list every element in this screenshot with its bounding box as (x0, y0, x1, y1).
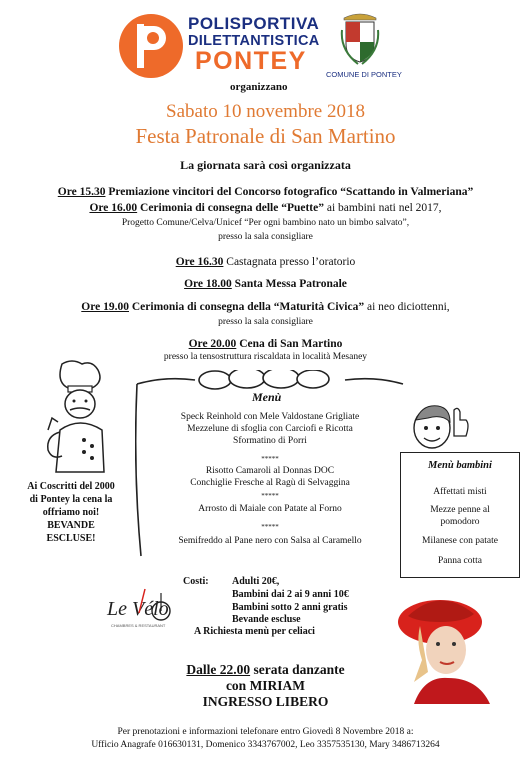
levelo-logo (105, 583, 180, 633)
club-logo-p-icon (137, 24, 167, 68)
menu-primo-2: Conchiglie Fresche al Ragù di Selvaggina (190, 478, 350, 488)
kids-menu-item: Milanese con patate (422, 536, 498, 546)
organizzano-label: organizzano (230, 81, 288, 93)
club-name-line2: DILETTANTISTICA (188, 33, 320, 49)
celiaci-note: A Richiesta menù per celiaci (194, 626, 315, 637)
dance-line2: con MIRIAM (225, 678, 306, 693)
menu-secondo: Arrosto di Maiale con Patate al Forno (198, 504, 342, 514)
kids-menu-item: Panna cotta (437, 556, 483, 566)
event-intro: La giornata sarà così organizzata (180, 158, 351, 172)
program-item-2: Ore 16.00 Cerimonia di consegna delle “Puette” ai bambini nati nel 2017, (89, 202, 442, 214)
program-item-4: Ore 18.00 Santa Messa Patronale (184, 278, 347, 290)
levelo-tagline: CHAMBRES & RESTAURANT (111, 623, 166, 628)
menu-separator: ***** (261, 455, 279, 463)
comune-crest-icon (340, 10, 380, 66)
club-name-line3: PONTEY (195, 47, 307, 75)
event-title: Festa Patronale di San Martino (135, 124, 396, 148)
cost-line: Bevande escluse (232, 614, 301, 625)
program-item-3: Ore 16.30 Castagnata presso l’oratorio (175, 256, 356, 268)
program-item-6-line2: presso la tensostruttura riscaldata in località Mesaney (163, 352, 368, 362)
menu-antipasto-3: Sformatino di Porri (233, 436, 307, 446)
program-item-6: Ore 20.00 Cena di San Martino (188, 338, 343, 350)
dance-line3: INGRESSO LIBERO (202, 694, 329, 709)
menu-separator: ***** (261, 523, 279, 531)
menu-primo-1: Risotto Camaroli al Donnas DOC (205, 466, 335, 476)
kids-menu-item: Affettati misti (433, 487, 487, 497)
cost-line: Bambini dai 2 ai 9 anni 10€ (232, 589, 349, 600)
event-date: Sabato 10 novembre 2018 (166, 101, 365, 122)
cost-line: Adulti 20€, (232, 576, 280, 587)
club-name-line1: POLISPORTIVA (188, 14, 320, 33)
program-item-5: Ore 19.00 Cerimonia di consegna della “Maturità Civica” ai neo diciottenni, (81, 301, 450, 313)
menu-antipasto-1: Speck Reinhold con Mele Valdostane Grigliate (180, 412, 360, 422)
kids-menu-title: Menù bambini (428, 460, 492, 471)
program-item-1: Ore 15.30 Premiazione vincitori del Concorso fotografico “Scattando in Valmeriana” (57, 186, 474, 198)
menu-title: Menù (252, 390, 282, 404)
kids-menu-item: Mezze penne al (430, 505, 490, 515)
footer-contacts: Ufficio Anagrafe 016630131, Domenico 3343767002, Leo 3357535130, Mary 3486713264 (91, 740, 440, 750)
dance-line1: Dalle 22.00 serata danzante (186, 662, 345, 677)
kids-menu-item: pomodoro (440, 517, 480, 527)
costs-label: Costi: (183, 576, 209, 587)
chef-illustration-icon (30, 360, 125, 478)
menu-separator: ***** (261, 492, 279, 500)
boy-thumbs-up-icon (408, 398, 470, 456)
coscritti-note: Ai Coscritti del 2000 di Pontey la cena la offriamo noi! BEVANDE ESCLUSE! (27, 481, 115, 544)
levelo-logo-text: Le Vélo (107, 598, 169, 620)
program-item-5-line2: presso la sala consigliare (218, 317, 313, 327)
footer-prenotazioni: Per prenotazioni e informazioni telefonare entro Giovedì 8 Novembre 2018 a: (117, 727, 414, 737)
cost-line: Bambini sotto 2 anni gratis (232, 602, 348, 613)
menu-dolce: Semifreddo al Pane nero con Salsa al Caramello (178, 536, 362, 546)
comune-label: COMUNE DI PONTEY (326, 70, 402, 79)
program-item-2-line3: presso la sala consigliare (218, 232, 313, 242)
program-item-2-line2: Progetto Comune/Celva/Unicef “Per ogni bambino nato un bimbo salvato”, (121, 218, 410, 228)
menu-antipasto-2: Mezzelune di sfoglia con Carciofi e Ricotta (187, 424, 353, 434)
